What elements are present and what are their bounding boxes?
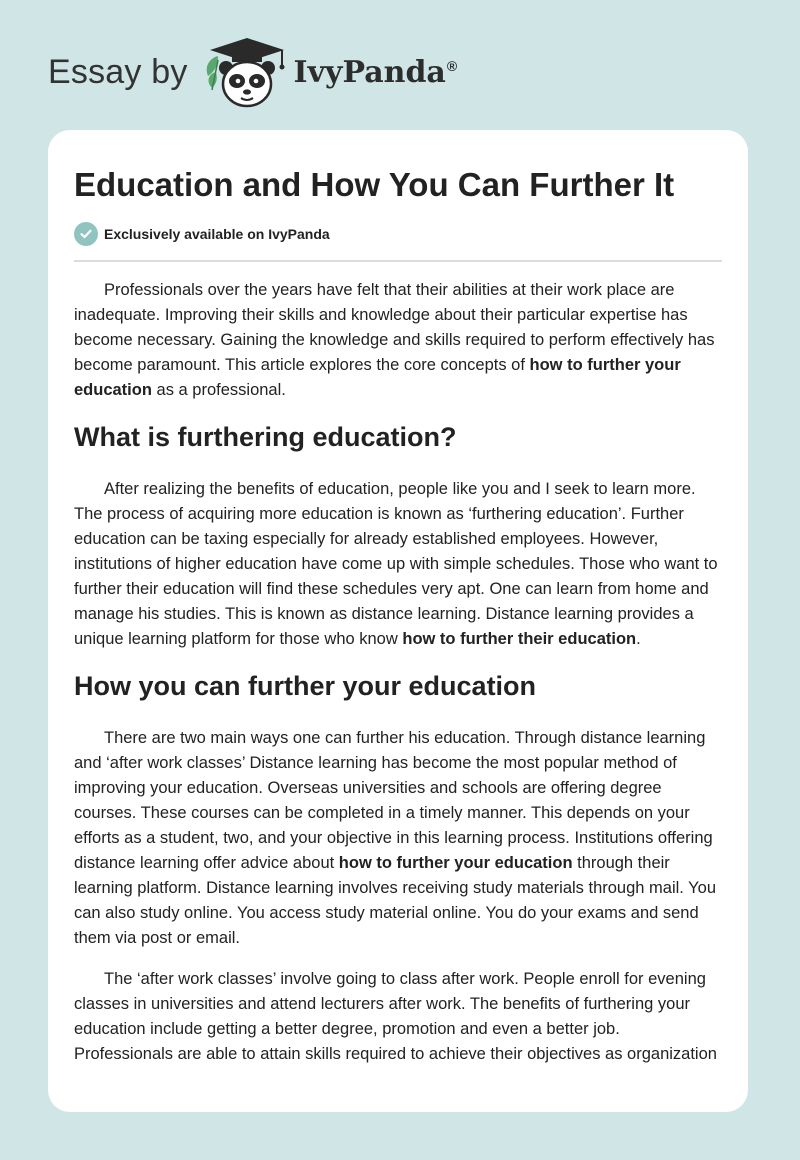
- bold-phrase: how to further your education: [74, 356, 681, 399]
- brand-prefix: Essay by: [48, 52, 188, 91]
- badge-text: Exclusively available on IvyPanda: [104, 226, 330, 242]
- bold-phrase: how to further your education: [338, 854, 573, 872]
- check-circle-icon: [74, 222, 98, 246]
- paragraph-after-work: The ‘after work classes’ involve going to class after work. People enroll for evening classes in universities and attend lecturers after work. The benefits of furthering your education include getting a better degree, promotion and even a better job. Professionals are able to attain skills required to achieve their objectives as organization: [74, 970, 717, 1063]
- paragraph-what: After realizing the benefits of education, people like you and I seek to learn more. The process of acquiring more education is known as ‘furthering education’. Further education can be taxing especially for already established employees. However, institutions of higher education have come up with simple schedules. Those who want to further their education will find these schedules very apt. One can learn from home and manage his studies. This is known as distance learning. Distance learning provides a unique learning platform for those who know how to further their education.: [74, 480, 718, 648]
- section-heading-how: How you can further your education: [74, 671, 537, 701]
- brand-name: IvyPanda®: [293, 54, 458, 90]
- divider: [74, 260, 722, 262]
- paragraph-how: There are two main ways one can further his education. Through distance learning and ‘after work classes’ Distance learning has become the most popular method of improving your education. Overseas universities and schools are offering degree courses. These courses can be completed in a timely manner. This depends on your efforts as a student, two, and your objective in this learning process. Institutions offering distance learning offer advice about how to further your education through their learning platform. Distance learning involves receiving study materials through mail. You can also study online. You access study material online. You do your exams and send them via post or email.: [74, 729, 717, 947]
- article-card: [48, 130, 748, 1112]
- brand-header: [48, 32, 457, 112]
- section-heading-what: What is furthering education?: [74, 422, 457, 452]
- paragraph-intro: Professionals over the years have felt that their abilities at their work place are inadequate. Improving their skills and knowledge about their particular expertise has become necessary. Gaining the knowledge and skills required to perform effectively has become paramount. This article explores the core concepts of how to further your education as a professional.: [74, 281, 715, 399]
- bold-phrase: how to further their education: [402, 630, 637, 648]
- exclusive-badge: [74, 222, 722, 246]
- page-title: Education and How You Can Further It: [74, 166, 675, 203]
- panda-graduate-icon: [202, 32, 292, 112]
